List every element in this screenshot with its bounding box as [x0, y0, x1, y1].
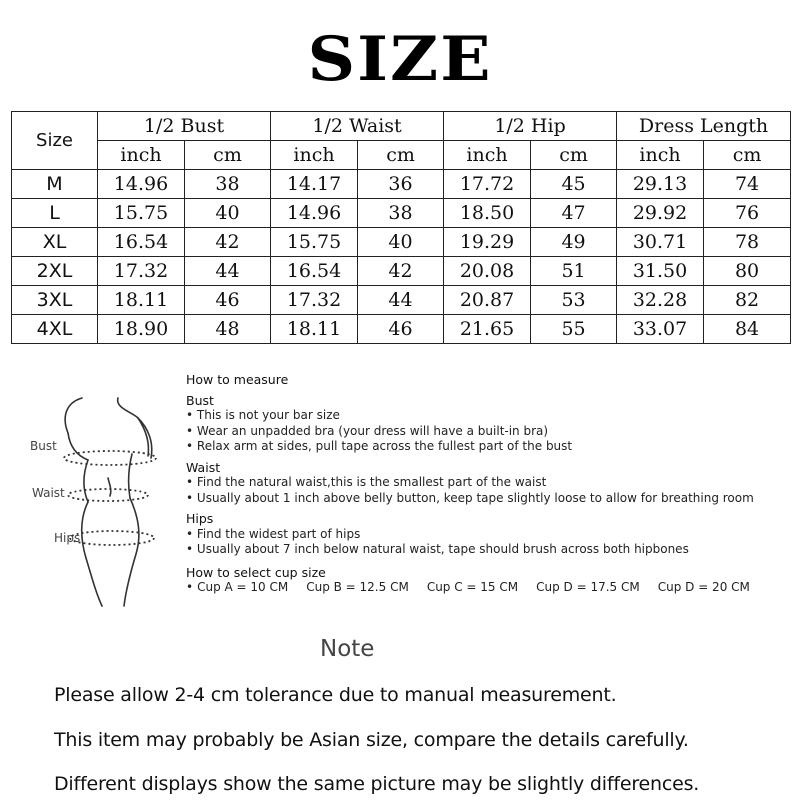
measurement-cell: 20.87	[444, 286, 531, 315]
page-title: SIZE	[307, 23, 493, 95]
measurement-cell: 15.75	[271, 228, 358, 257]
measure-bullet	[186, 439, 786, 455]
note-line: Please allow 2-4 cm tolerance due to manual measurement.	[54, 684, 617, 706]
measure-bullet	[186, 424, 786, 440]
measurement-cell: 49	[531, 228, 617, 257]
cup-size-list	[186, 580, 786, 596]
size-cell: 4XL	[12, 315, 98, 344]
group-header-dress-length: Dress Length	[617, 112, 791, 141]
table-body	[12, 170, 791, 344]
measurement-cell: 84	[704, 315, 791, 344]
measurement-cell: 14.96	[271, 199, 358, 228]
measurement-cell: 18.90	[98, 315, 185, 344]
measure-bullet	[186, 491, 786, 507]
bullet-text: Usually about 1 inch above belly button, keep tape slightly loose to allow for breathing room	[196, 490, 754, 505]
measurement-cell: 40	[358, 228, 444, 257]
unit-header: cm	[531, 141, 617, 170]
measurement-cell: 20.08	[444, 257, 531, 286]
table-header-row	[12, 112, 791, 141]
measurement-cell: 53	[531, 286, 617, 315]
measurement-cell: 44	[358, 286, 444, 315]
group-header-bust: 1/2 Bust	[98, 112, 271, 141]
measurement-cell: 18.50	[444, 199, 531, 228]
measurement-cell: 48	[185, 315, 271, 344]
measure-section-title: Bust	[186, 392, 214, 408]
measurement-cell: 51	[531, 257, 617, 286]
measurement-cell: 36	[358, 170, 444, 199]
table-unit-row	[12, 141, 791, 170]
measure-bullet	[186, 542, 786, 558]
figure-label-hips: Hips	[54, 531, 81, 545]
measurement-cell: 14.96	[98, 170, 185, 199]
bullet-dot-icon: •	[186, 490, 197, 505]
cup-size-item: Cup C = 15 CM	[426, 580, 519, 594]
measurement-cell: 18.11	[98, 286, 185, 315]
measurement-cell: 17.32	[98, 257, 185, 286]
bullet-text: Wear an unpadded bra (your dress will have a built-in bra)	[196, 423, 549, 438]
measurement-cell: 44	[185, 257, 271, 286]
unit-header: inch	[617, 141, 704, 170]
bullet-dot-icon: •	[186, 580, 194, 594]
measurement-cell: 29.92	[617, 199, 704, 228]
bullet-text: Find the widest part of hips	[196, 526, 361, 541]
bullet-dot-icon: •	[186, 526, 197, 541]
measurement-cell: 38	[358, 199, 444, 228]
group-header-hip: 1/2 Hip	[444, 112, 617, 141]
how-to-heading: How to measure	[186, 372, 289, 387]
bullet-text: Relax arm at sides, pull tape across the fullest part of the bust	[196, 439, 573, 453]
measurement-cell: 78	[704, 228, 791, 257]
size-chart-table	[11, 111, 791, 344]
measurement-cell: 29.13	[617, 170, 704, 199]
measurement-cell: 45	[531, 170, 617, 199]
note-line: This item may probably be Asian size, compare the details carefully.	[54, 729, 689, 751]
cup-size-item: Cup B = 12.5 CM	[306, 580, 409, 594]
measurement-cell: 16.54	[98, 228, 185, 257]
body-measure-figure	[20, 378, 180, 608]
cup-size-item: Cup D = 17.5 CM	[536, 580, 640, 594]
measurement-cell: 55	[531, 315, 617, 344]
measurement-cell: 14.17	[271, 170, 358, 199]
measurement-cell: 21.65	[444, 315, 531, 344]
measurement-cell: 30.71	[617, 228, 704, 257]
note-title: Note	[320, 636, 375, 662]
measurement-cell: 33.07	[617, 315, 704, 344]
unit-header: inch	[98, 141, 185, 170]
measure-bullet	[186, 475, 786, 491]
measurement-cell: 82	[704, 286, 791, 315]
measurement-cell: 38	[185, 170, 271, 199]
size-cell: M	[12, 170, 98, 199]
size-cell: XL	[12, 228, 98, 257]
cup-size-item: Cup A = 10 CM	[197, 580, 289, 594]
measure-section-title: Waist	[186, 459, 221, 475]
bullet-text: This is not your bar size	[196, 408, 340, 422]
bullet-dot-icon: •	[186, 439, 197, 453]
measurement-cell: 17.32	[271, 286, 358, 315]
measurement-cell: 19.29	[444, 228, 531, 257]
table-row	[12, 199, 791, 228]
measurement-cell: 46	[358, 315, 444, 344]
how-to-sections	[186, 393, 786, 558]
cup-size-item: Cup D = 20 CM	[657, 580, 750, 594]
figure-label-bust: Bust	[30, 439, 57, 453]
unit-header: inch	[444, 141, 531, 170]
measurement-cell: 18.11	[271, 315, 358, 344]
measurement-cell: 17.72	[444, 170, 531, 199]
size-cell: L	[12, 199, 98, 228]
table-row	[12, 257, 791, 286]
measurement-cell: 15.75	[98, 199, 185, 228]
measurement-cell: 46	[185, 286, 271, 315]
measurement-cell: 40	[185, 199, 271, 228]
bullet-dot-icon: •	[186, 423, 197, 438]
bullet-dot-icon: •	[186, 542, 197, 556]
size-column-header: Size	[12, 112, 98, 170]
size-cell: 3XL	[12, 286, 98, 315]
bullet-text: Usually about 7 inch below natural waist, tape should brush across both hipbones	[196, 542, 689, 556]
measurement-cell: 32.28	[617, 286, 704, 315]
measure-section-title: Hips	[186, 511, 214, 526]
table-row	[12, 228, 791, 257]
measurement-cell: 47	[531, 199, 617, 228]
bullet-text: Find the natural waist,this is the smallest part of the waist	[196, 475, 547, 489]
group-header-waist: 1/2 Waist	[271, 112, 444, 141]
cup-size-heading: How to select cup size	[186, 564, 326, 580]
measurement-cell: 74	[704, 170, 791, 199]
size-cell: 2XL	[12, 257, 98, 286]
note-line: Different displays show the same picture may be slightly differences.	[54, 773, 700, 795]
unit-header: cm	[704, 141, 791, 170]
unit-header: cm	[185, 141, 271, 170]
figure-label-waist: Waist	[32, 486, 65, 500]
measurement-cell: 76	[704, 199, 791, 228]
unit-header: inch	[271, 141, 358, 170]
bullet-dot-icon: •	[186, 408, 197, 422]
table-row	[12, 286, 791, 315]
unit-header: cm	[358, 141, 444, 170]
measure-bullet	[186, 408, 786, 424]
measure-bullet	[186, 527, 786, 543]
measurement-cell: 42	[358, 257, 444, 286]
measurement-cell: 31.50	[617, 257, 704, 286]
measurement-cell: 42	[185, 228, 271, 257]
how-to-measure-section	[186, 372, 786, 596]
bullet-dot-icon: •	[186, 475, 197, 489]
measurement-cell: 16.54	[271, 257, 358, 286]
table-row	[12, 315, 791, 344]
measurement-cell: 80	[704, 257, 791, 286]
table-row	[12, 170, 791, 199]
